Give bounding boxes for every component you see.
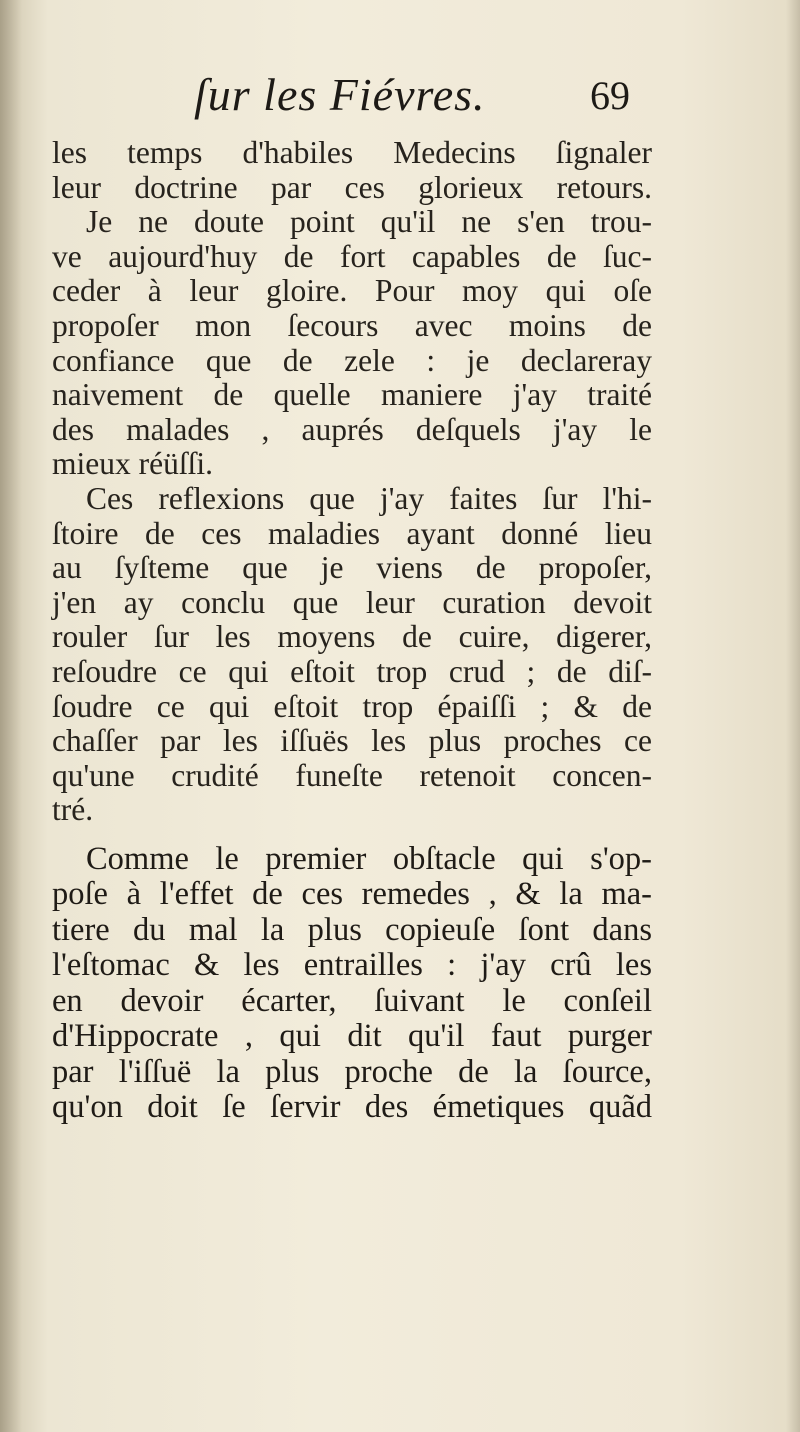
page-gutter-shadow [0, 0, 22, 1432]
text-line: naivement de quelle maniere j'ay traité [52, 377, 652, 413]
text-line: ceder à leur gloire. Pour moy qui oſe [52, 273, 652, 309]
paragraph [52, 482, 652, 828]
text-line: les temps d'habiles Medecins ſignaler [52, 135, 652, 170]
text-line: tré. [52, 792, 94, 828]
text-line: qu'on doit ſe ſervir des émetiques quãd [52, 1089, 652, 1126]
text-line: propoſer mon ſecours avec moins de [52, 307, 652, 343]
text-line: reſoudre ce qui eſtoit trop crud ; de diſ- [52, 653, 652, 689]
text-line: ve aujourd'huy de fort capables de ſuc- [52, 238, 652, 274]
text-line: d'Hippocrate , qui dit qu'il faut purger [52, 1018, 652, 1055]
text-line: Comme le premier obſtacle qui s'op- [86, 840, 652, 877]
text-line: l'eſtomac & les entrailles : j'ay crû les [52, 947, 652, 984]
text-line: ſtoire de ces maladies ayant donné lieu [52, 515, 652, 551]
text-line: leur doctrine par ces glorieux retours. [52, 169, 652, 205]
paragraph-gap [52, 828, 652, 842]
page-header [60, 68, 660, 138]
page-edge-shadow [786, 0, 800, 1432]
text-line: confiance que de zele : je declareray [52, 342, 652, 378]
text-line: Ces reflexions que j'ay faites ſur l'hi- [86, 480, 652, 516]
text-line: tiere du mal la plus copieuſe ſont dans [52, 911, 652, 948]
paragraph [52, 842, 652, 1126]
text-line: chaſſer par les iſſuës les plus proches ce [52, 723, 652, 759]
text-line: Je ne doute point qu'il ne s'en trou- [86, 204, 652, 240]
text-line: au ſyſteme que je viens de propoſer, [52, 550, 652, 586]
text-line: j'en ay conclu que leur curation devoit [52, 584, 652, 620]
text-line: en devoir écarter, ſuivant le conſeil [52, 982, 652, 1019]
text-line: qu'une crudité funeſte retenoit concen- [52, 757, 652, 793]
text-line: ſoudre ce qui eſtoit trop épaiſſi ; & de [52, 688, 652, 724]
text-line: rouler ſur les moyens de cuire, digerer, [52, 619, 652, 655]
running-title: ſur les Fiévres. [194, 69, 486, 120]
text-line: mieux réüſſi. [52, 446, 213, 482]
paragraph [52, 136, 652, 482]
page-number: 69 [590, 73, 630, 118]
body-text [52, 136, 652, 1126]
text-line: poſe à l'effet de ces remedes , & la ma- [52, 876, 652, 913]
text-line: par l'iſſuë la plus proche de la ſource, [52, 1053, 652, 1090]
text-line: des malades , auprés deſquels j'ay le [52, 411, 652, 447]
